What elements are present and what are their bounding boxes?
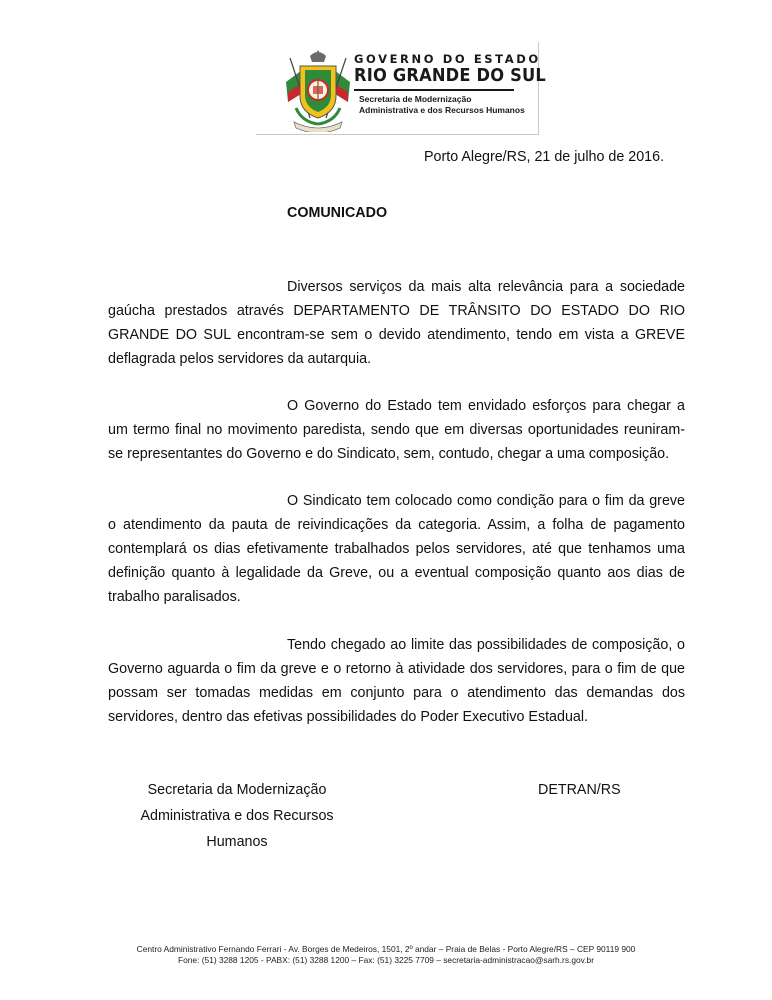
paragraph-1: Diversos serviços da mais alta relevância para a sociedade gaúcha prestados através DEPARTAMENTO DE TRÂNSITO DO ESTADO DO RIO GRANDE DO SUL encontram-se sem o devido atendimento, tendo em vista a GREVE deflagrada pelos servidores da autarquia. [108, 279, 685, 367]
signature-left-line2: Administrativa e dos Recursos Humanos [140, 808, 334, 850]
letterhead-line2: RIO GRANDE DO SUL [354, 66, 546, 86]
signature-left-line1: Secretaria da Modernização [147, 782, 327, 798]
state-coat-of-arms-icon [280, 48, 356, 132]
signature-detran: DETRAN/RS [538, 782, 621, 798]
letterhead-sub2: Administrativa e dos Recursos Humanos [359, 104, 525, 115]
footer-contacts: Fone: (51) 3288 1205 - PABX: (51) 3288 1200 – Fax: (51) 3225 7709 – secretaria-administracao@sarh.rs.gov.br [178, 954, 594, 965]
document-title: COMUNICADO [287, 205, 388, 221]
paragraph-3: O Sindicato tem colocado como condição para o fim da greve o atendimento da pauta de reivindicações da categoria. Assim, a folha de pagamento contemplará os dias efetivamente trabalhados pelos servidores, até que tenhamos uma definição quanto à legalidade da Greve, ou a eventual composição quanto aos dias de trabalho paralisados. [108, 493, 685, 605]
letterhead [256, 42, 546, 135]
letterhead-sub1: Secretaria de Modernização [359, 94, 472, 104]
page-footer [100, 944, 672, 965]
paragraph-2: O Governo do Estado tem envidado esforços para chegar a um termo final no movimento paredista, sendo que em diversas oportunidades reuniram-se representantes do Governo e do Sindicato, sem, contudo, chegar a uma composição. [108, 398, 685, 462]
signature-secretaria [108, 777, 366, 855]
paragraph-4: Tendo chegado ao limite das possibilidades de composição, o Governo aguarda o fim da greve e o retorno à atividade dos servidores, para o fim de que possam ser tomadas medidas em conjunto para o atendimento das demandas dos servidores, dentro das efetivas possibilidades do Poder Executivo Estadual. [108, 637, 685, 725]
footer-address: Centro Administrativo Fernando Ferrari - Av. Borges de Medeiros, 1501, 2º andar – Praia de Belas - Porto Alegre/RS – CEP 90119 900 [136, 944, 636, 954]
dateline: Porto Alegre/RS, 21 de julho de 2016. [424, 149, 665, 165]
letterhead-text [354, 52, 546, 115]
letterhead-rule [354, 89, 514, 91]
letterhead-line1: GOVERNO DO ESTADO [354, 52, 541, 66]
